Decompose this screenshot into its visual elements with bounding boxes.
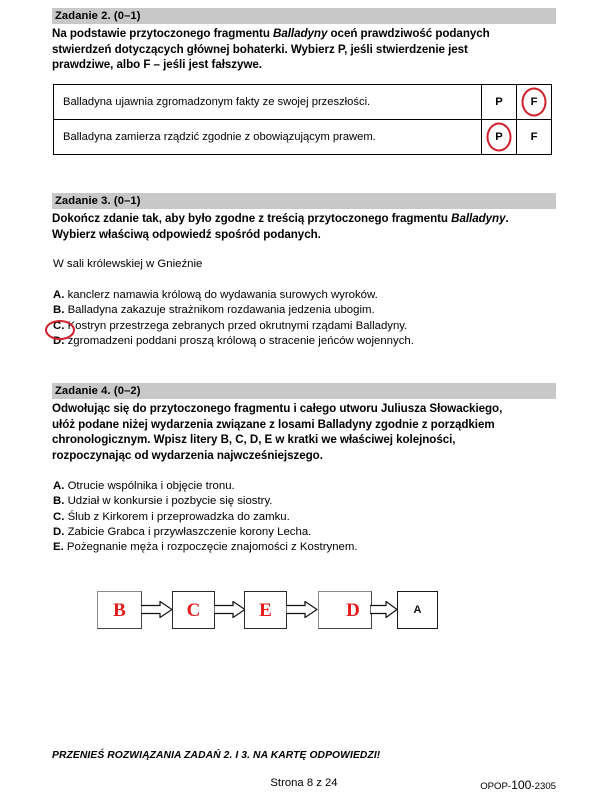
task-4-instruction-line4: rozpoczynając od wydarzenia najwcześniejszego. [52, 448, 323, 462]
table-row [54, 120, 552, 155]
arrow-icon-1 [141, 601, 173, 618]
sequence-letter-2: C [186, 599, 201, 621]
option-letter-b: B. [53, 495, 65, 508]
task-3-option-b[interactable] [53, 303, 414, 318]
task-4-option-e [53, 540, 358, 555]
arrow-icon-2 [214, 601, 246, 618]
answer-sequence-diagram [97, 591, 497, 637]
exam-code-suffix: -2305 [531, 781, 556, 792]
task-2-instruction-part1: Na podstawie przytoczonego fragmentu [52, 27, 274, 40]
task-3-option-c[interactable] [53, 319, 414, 334]
option-letter-d: D. [53, 525, 65, 538]
task-4-option-d [53, 525, 358, 540]
task-4-header: Zadanie 4. (0–2) [52, 383, 556, 399]
sequence-box-2[interactable] [172, 591, 215, 629]
task-4-option-b [53, 494, 358, 509]
exam-page [52, 0, 556, 798]
option-text-d: zgromadzeni poddani proszą królową o stracenie jeńców wojennych. [64, 334, 414, 347]
task-3-title-italic: Balladyny [451, 212, 506, 225]
task-4-instruction [52, 401, 556, 463]
true-false-table [53, 84, 552, 155]
option-text-c: Kostryn przestrzega zebranych przed okrutnymi rządami Balladyny. [64, 319, 408, 332]
task-3-option-d[interactable] [53, 334, 414, 349]
option-text-b: Udział w konkursie i pozbycie się siostry. [64, 495, 273, 508]
sequence-letter-4: D [346, 599, 360, 621]
task-4-option-a [53, 479, 358, 494]
option-text-d: Zabicie Grabca i przywłaszczenie korony Lecha. [64, 525, 312, 538]
option-letter-c: C. [53, 319, 65, 332]
task-2-instruction [52, 26, 556, 73]
exam-code-prefix: OPOP- [480, 781, 512, 792]
task-3-header: Zadanie 3. (0–1) [52, 193, 556, 209]
task-3-instruction-part2: . [505, 212, 509, 225]
sequence-box-4[interactable] [318, 591, 372, 629]
option-text-e: Pożegnanie męża i rozpoczęcie znajomości z Kostrynem. [63, 541, 358, 554]
option-text-a: kanclerz namawia królową do wydawania surowych wyroków. [64, 289, 378, 301]
arrow-icon-3 [286, 601, 318, 618]
sequence-box-5[interactable] [397, 591, 438, 629]
task-2-instruction-line3: prawdziwe, albo F – jeśli jest fałszywe. [52, 58, 262, 72]
task-3-instruction-line2: Wybierz właściwą odpowiedź spośród podanych. [52, 227, 321, 241]
option-text-a: Otrucie wspólnika i objęcie tronu. [64, 480, 235, 492]
exam-code-main: 100 [511, 778, 532, 792]
answer-cell-false-1[interactable] [517, 85, 552, 120]
sequence-letter-1: B [113, 599, 126, 621]
answer-cell-false-2[interactable] [517, 120, 552, 155]
task-4-options [53, 479, 358, 555]
sequence-box-1[interactable] [97, 591, 142, 629]
task-3-option-a[interactable] [53, 288, 414, 303]
answer-label-p-1: P [495, 96, 503, 108]
task-3-instruction-part1: Dokończ zdanie tak, aby było zgodne z treścią przytoczonego fragmentu [52, 212, 452, 225]
option-text-c: Ślub z Kirkorem i przeprowadzka do zamku. [64, 510, 290, 523]
task-4-option-c [53, 510, 358, 525]
option-text-b: Balladyna zakazuje strażnikom rozdawania jedzenia ubogim. [64, 304, 375, 317]
task-3-options [53, 288, 414, 349]
sequence-box-3[interactable] [244, 591, 287, 629]
task-2-title-italic: Balladyny [273, 27, 328, 40]
task-2-instruction-line2: stwierdzeń dotyczących głównej bohaterki. Wybierz P, jeśli stwierdzenie jest [52, 42, 468, 56]
task-2-instruction-part2: oceń prawdziwość podanych [327, 27, 490, 40]
task-4-instruction-line1: Odwołując się do przytoczonego fragmentu i całego utworu Juliusza Słowackiego, [52, 402, 503, 415]
task-4-instruction-line2: ułóż podane niżej wydarzenia związane z losami Balladyny zgodnie z porządkiem [52, 417, 495, 431]
answer-label-p-2: P [495, 131, 503, 143]
task-2-header: Zadanie 2. (0–1) [52, 8, 556, 24]
task-4-instruction-line3: chronologicznym. Wpisz litery B, C, D, E w kratki we właściwej kolejności, [52, 433, 456, 447]
statement-cell-2: Balladyna zamierza rządzić zgodnie z obowiązującym prawem. [54, 120, 482, 155]
answer-label-f-1: F [530, 96, 538, 108]
answer-cell-true-2[interactable] [482, 120, 517, 155]
table-row [54, 85, 552, 120]
page-number: Strona 8 z 24 [270, 777, 338, 789]
task-3-stem: W sali królewskiej w Gnieźnie [53, 258, 203, 270]
option-letter-d: D. [53, 334, 65, 347]
transfer-note: PRZENIEŚ ROZWIĄZANIA ZADAŃ 2. I 3. NA KARTĘ ODPOWIEDZI! [52, 750, 381, 761]
option-letter-c: C. [53, 510, 65, 523]
selected-option-circle-c [45, 320, 75, 340]
arrow-icon-4 [370, 601, 398, 618]
option-letter-a: A. [53, 289, 65, 301]
option-letter-a: A. [53, 480, 65, 492]
answer-label-f-2: F [530, 131, 538, 143]
sequence-letter-3: E [259, 599, 272, 621]
answer-cell-true-1[interactable] [482, 85, 517, 120]
task-3-instruction [52, 211, 556, 242]
sequence-letter-5: A [413, 603, 422, 616]
option-letter-e: E. [53, 541, 64, 554]
statement-cell-1: Balladyna ujawnia zgromadzonym fakty ze swojej przeszłości. [54, 85, 482, 120]
exam-code [480, 778, 556, 792]
option-letter-b: B. [53, 304, 65, 317]
